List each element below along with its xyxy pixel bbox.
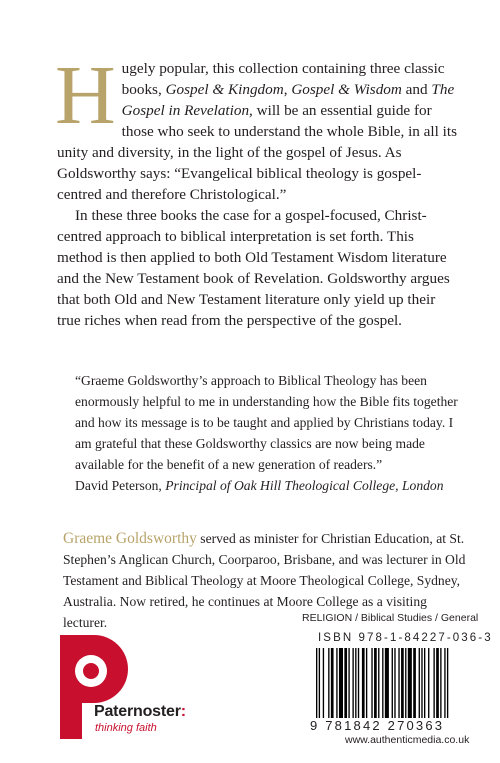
barcode-bar	[348, 648, 349, 718]
barcode-bar	[362, 648, 365, 718]
blurb-paragraph-2: In these three books the case for a gospel-focused, Christ-centred approach to biblical interpretation is set forth. This method is then applied to both Old Testament Wisdom literature and the New Testament book of Revelation. Goldsworthy argues that both Old and New Testament literature only yield up their true riches when read from the perspective of the gospel.	[57, 207, 450, 329]
blurb-paragraph-1	[55, 49, 458, 205]
barcode-bar	[401, 648, 404, 718]
barcode-bar	[382, 648, 383, 718]
barcode-bar	[421, 648, 422, 718]
bio-body: served as minister for Christian Education, at St. Stephen’s Anglican Church, Coorparoo, Brisbane, and was lecturer in Old Testament and Biblical Theology at Moore Theological College, Sydney, Australia. Now retired, he continues at Moore College as a visiting lecturer.	[63, 531, 466, 630]
barcode-bar	[378, 648, 379, 718]
blurb	[55, 49, 458, 331]
conjunction: and	[401, 81, 432, 98]
barcode-bar	[336, 648, 337, 718]
book-title-part: Kingdom	[228, 81, 284, 98]
endorser-title: Principal of Oak Hill Theological College, London	[165, 478, 444, 493]
barcode-bar	[385, 648, 389, 718]
barcode-bar	[436, 648, 439, 718]
barcode-bar	[447, 648, 448, 718]
barcode-bar	[355, 648, 356, 718]
barcode-bar	[319, 648, 320, 718]
subject-category: RELIGION / Biblical Studies / General	[302, 612, 479, 624]
endorsement	[75, 370, 460, 496]
barcode-bar	[339, 648, 343, 718]
blurb-text: , will be an essential guide for those who seek to understand the whole Bible, in all its unity and diversity, in the light of the gospel of Jesus. As Goldsworthy says: “Evangelical biblical theology is gospel-centred and therefore Christological.”	[57, 102, 458, 203]
barcode-bar	[444, 648, 445, 718]
barcode-bar	[374, 648, 377, 718]
publisher-colon: :	[180, 703, 186, 720]
barcode-bar	[366, 648, 367, 718]
separator: ,	[283, 81, 292, 98]
book-title: The Gospel in Revelation	[121, 81, 455, 119]
barcode-bar	[352, 648, 353, 718]
publisher-tagline: thinking faith	[95, 722, 157, 734]
barcode-bar	[323, 648, 324, 718]
barcode-bar	[413, 648, 416, 718]
book-title-part: Gospel	[165, 81, 209, 98]
book-title	[291, 81, 402, 98]
barcode-digits: 9 781842 270363	[310, 718, 445, 733]
barcode-bar	[331, 648, 334, 718]
author-name: Graeme Goldsworthy	[63, 530, 197, 547]
book-title-part: Wisdom	[353, 81, 402, 98]
barcode-bar	[328, 648, 329, 718]
barcode-bar	[405, 648, 406, 718]
ampersand: &	[208, 81, 229, 98]
barcode-bar	[392, 648, 393, 718]
barcode-bar	[358, 648, 359, 718]
book-title	[166, 81, 284, 98]
barcode-bar	[433, 648, 434, 718]
barcode-bar	[398, 648, 399, 718]
publisher-name-text: Paternoster	[94, 703, 181, 720]
barcode-icon	[316, 648, 459, 718]
endorser-name: David Peterson,	[75, 478, 166, 493]
logo-dot	[83, 663, 99, 679]
barcode-bar	[316, 648, 317, 718]
barcode-bar	[424, 648, 425, 718]
publisher-website: www.authenticmedia.co.uk	[345, 734, 470, 746]
endorsement-attribution	[75, 475, 460, 496]
book-title-part: Gospel	[291, 81, 335, 98]
publisher-name	[94, 703, 186, 721]
barcode-bar	[371, 648, 372, 718]
barcode-bar	[428, 648, 429, 718]
barcode-bar	[394, 648, 395, 718]
endorsement-text: “Graeme Goldsworthy’s approach to Biblical Theology has been enormously helpful to me in understanding how the Bible fits together and how its message is to be taught and applied by Christians today. I am grateful that these Goldsworthy classics are now being made available for the benefit of a new generation of readers.”	[75, 373, 458, 472]
ampersand: &	[334, 81, 354, 98]
blurb-text: ugely popular, this collection containing three classic books,	[121, 60, 445, 98]
barcode-bar	[419, 648, 420, 718]
barcode-bar	[440, 648, 441, 718]
barcode-bar	[408, 648, 412, 718]
barcode-bar	[344, 648, 347, 718]
drop-cap: H	[55, 49, 116, 142]
isbn-label: ISBN 978-1-84227-036-3	[318, 632, 493, 644]
